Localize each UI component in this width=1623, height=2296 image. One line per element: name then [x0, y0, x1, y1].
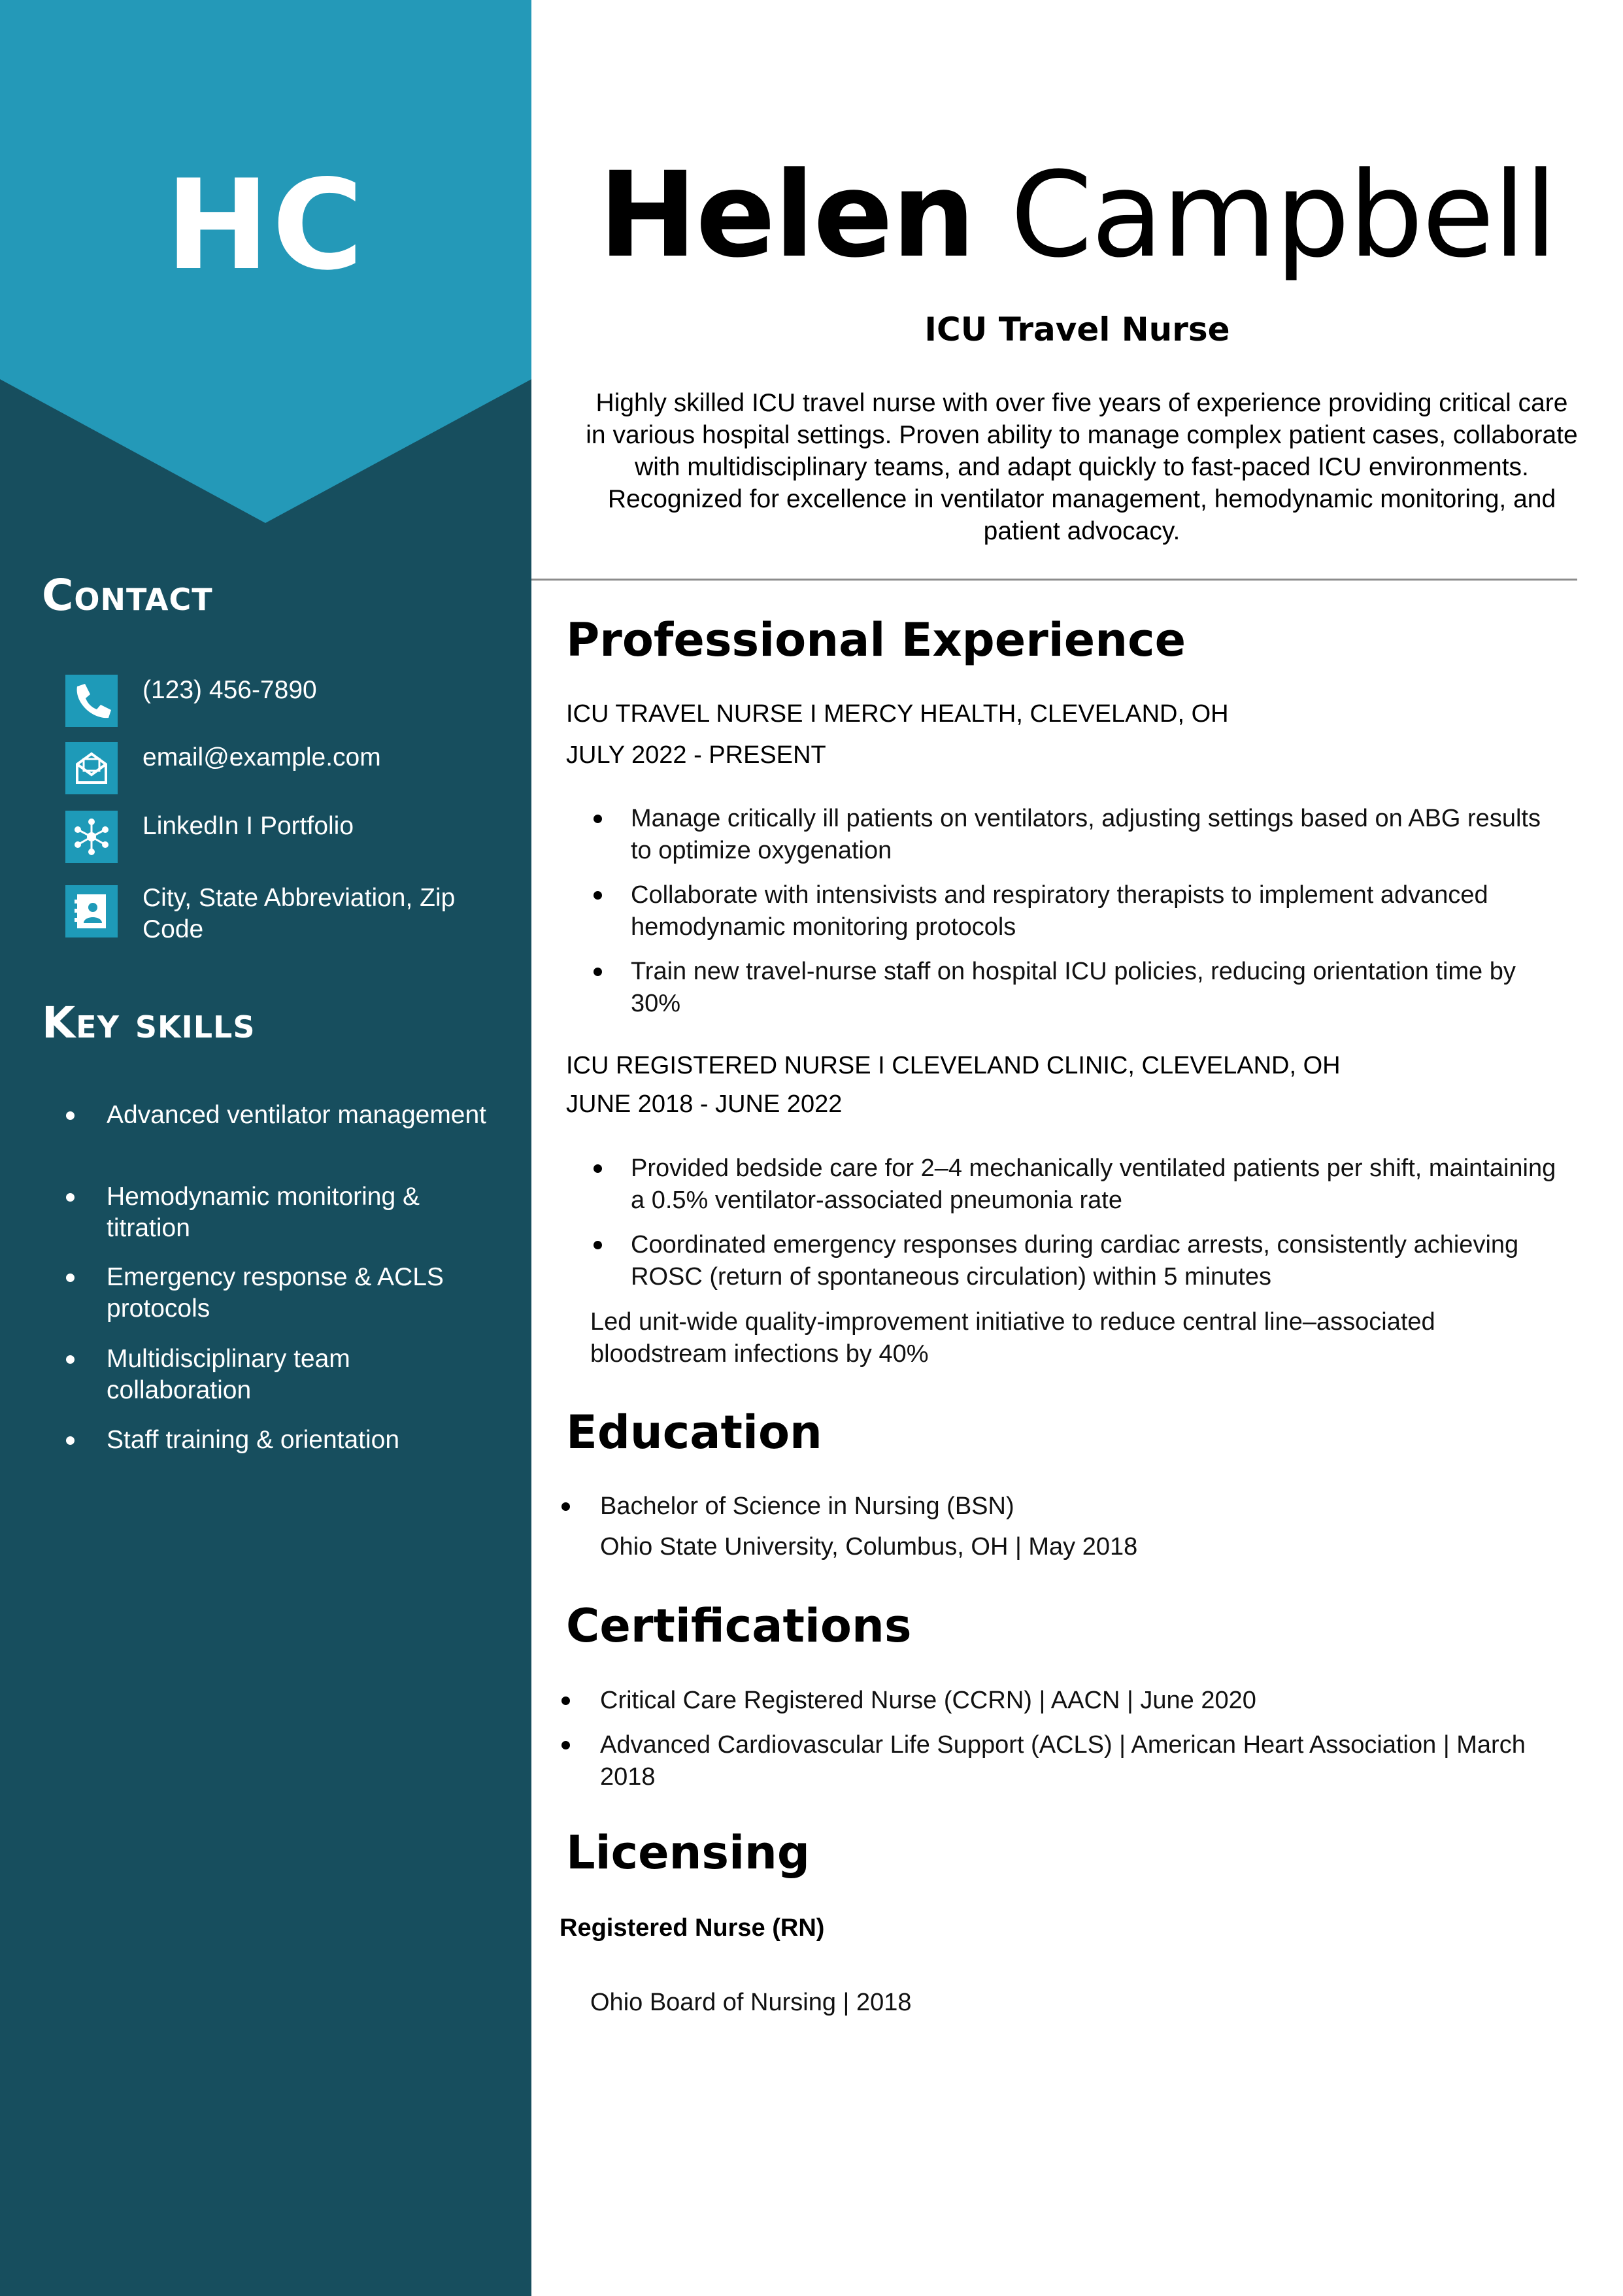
certifications-heading: Certifications — [566, 1599, 912, 1653]
education-heading: Education — [566, 1406, 822, 1459]
list-item: Coordinated emergency responses during cardiac arrests, consistently achieving ROSC (return of spontaneous circulation) within 5 minutes — [631, 1229, 1565, 1293]
license-name: Registered Nurse (RN) — [560, 1914, 825, 1942]
school: Ohio State University, Columbus, OH | May 2018 — [600, 1533, 1138, 1561]
list-item: Train new travel-nurse staff on hospital ICU policies, reducing orientation time by 30% — [631, 956, 1565, 1020]
license-detail: Ohio Board of Nursing | 2018 — [590, 1989, 912, 2016]
monogram: HC — [165, 153, 366, 297]
list-item — [600, 1491, 1567, 1523]
last-name: Campbell — [1010, 147, 1556, 284]
job-title: ICU Travel Nurse — [924, 311, 1230, 348]
job-dates: JUNE 2018 - JUNE 2022 — [566, 1090, 843, 1118]
list-item: Staff training & orientation — [107, 1425, 499, 1456]
list-item: Provided bedside care for 2–4 mechanically ventilated patients per shift, maintaining a 0.5% ventilator-associated pneumonia rate — [631, 1153, 1565, 1217]
list-item: Manage critically ill patients on ventilators, adjusting settings based on ABG results to optimize oxygenation — [631, 803, 1565, 867]
phone-icon — [65, 675, 118, 727]
list-item: Advanced Cardiovascular Life Support (ACLS) | American Heart Association | March 2018 — [600, 1729, 1567, 1793]
licensing-heading: Licensing — [566, 1826, 811, 1880]
summary: Highly skilled ICU travel nurse with over five years of experience providing critical care in various hospital settings. Proven ability to manage complex patient cases, collaborate with multidisciplinary teams, and adapt quickly to fast-paced ICU environments. Recognized for excellence in ventilator management, hemodynamic monitoring, and patient advocacy. — [586, 389, 1578, 545]
job-note: Led unit-wide quality-improvement initiative to reduce central line–associated bloodstream infections by 40% — [590, 1308, 1435, 1368]
address-book-icon — [65, 885, 118, 937]
list-item: Multidisciplinary team collaboration — [107, 1343, 499, 1406]
list-item: Advanced ventilator management — [107, 1100, 499, 1131]
contact-address-text: City, State Abbreviation, Zip Code — [142, 884, 456, 943]
job-role-line: ICU REGISTERED NURSE I CLEVELAND CLINIC, CLEVELAND, OH — [566, 1052, 1341, 1079]
job-role-line: ICU TRAVEL NURSE I MERCY HEALTH, CLEVELAND, OH — [566, 700, 1229, 728]
experience-heading: Professional Experience — [566, 613, 1186, 667]
divider — [531, 579, 1577, 581]
list-item: Emergency response & ACLS protocols — [107, 1262, 499, 1325]
contact-links-text: LinkedIn I Portfolio — [142, 812, 354, 840]
bullet-icon — [594, 891, 602, 900]
job-dates: JULY 2022 - PRESENT — [566, 741, 826, 769]
key-skills-heading: Key skills — [42, 998, 256, 1048]
email-icon — [65, 742, 118, 794]
candidate-name — [531, 147, 1623, 284]
bullet-icon — [561, 1697, 570, 1705]
bullet-icon — [594, 1241, 602, 1249]
bullet-icon — [561, 1502, 570, 1511]
bullet-icon — [66, 1355, 75, 1364]
degree: Bachelor of Science in Nursing (BSN) — [600, 1493, 1014, 1520]
bullet-icon — [561, 1741, 570, 1749]
first-name: Helen — [598, 147, 975, 284]
bullet-icon — [594, 968, 602, 976]
bullet-icon — [66, 1274, 75, 1282]
bullet-icon — [66, 1193, 75, 1202]
list-item: Hemodynamic monitoring & titration — [107, 1181, 499, 1244]
bullet-icon — [594, 1164, 602, 1173]
network-icon — [65, 811, 118, 863]
list-item: Collaborate with intensivists and respiratory therapists to implement advanced hemodynamic monitoring protocols — [631, 879, 1565, 943]
sidebar — [0, 0, 531, 2296]
list-item: Critical Care Registered Nurse (CCRN) | AACN | June 2020 — [600, 1685, 1567, 1717]
contact-email-text: email@example.com — [142, 743, 381, 771]
contact-phone-text: (123) 456-7890 — [142, 676, 317, 704]
bullet-icon — [66, 1111, 75, 1120]
contact-heading: Contact — [42, 570, 213, 620]
bullet-icon — [594, 815, 602, 823]
bullet-icon — [66, 1436, 75, 1445]
